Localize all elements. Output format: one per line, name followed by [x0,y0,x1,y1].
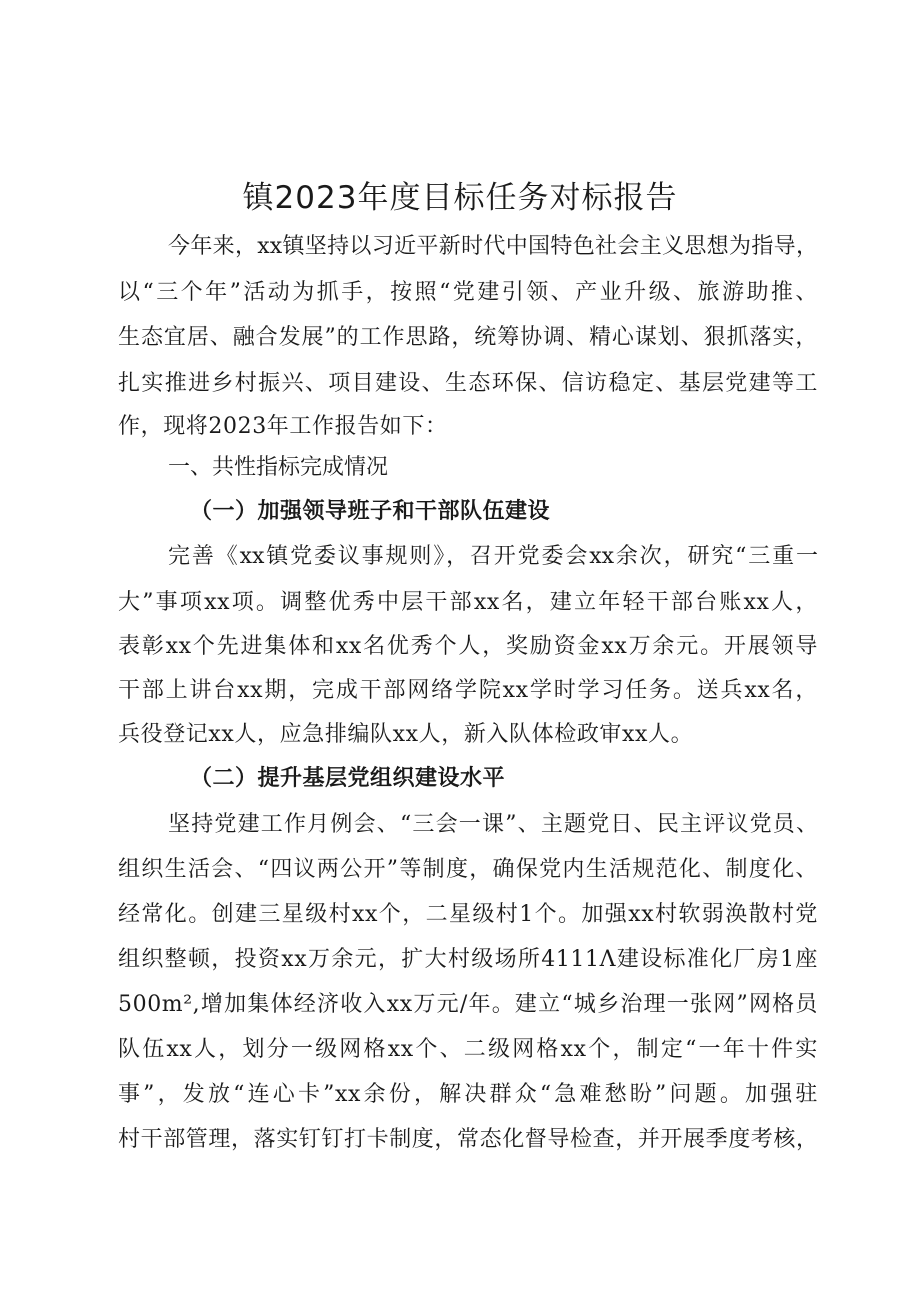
intro-line-5: 作，现将2023年工作报告如下： [118,414,448,439]
sub2-line-7: 事”，发放“连心卡”xx余份，解决群众“急难愁盼”问题。加强驻 [118,1082,818,1107]
sub2-line-8: 村干部管理，落实钉钉打卡制度，常态化督导检查，并开展季度考核， [118,1127,819,1152]
sub2-line-6: 队伍xx人，划分一级网格xx个、二级网格xx个，制定“一年十件实 [118,1037,818,1062]
section-heading: 一、共性指标完成情况 [168,455,389,480]
sub2-line-4: 组织整顿，投资xx万余元，扩大村级场所4111Λ建设标准化厂房1座 [118,947,818,972]
subsection-heading-1: （一）加强领导班子和干部队伍建设 [190,498,551,524]
intro-line-2: 以“三个年”活动为抓手，按照“党建引领、产业升级、旅游助推、 [118,280,818,305]
sub2-line-3: 经常化。创建三星级村xx个，二星级村1个。加强xx村软弱涣散村党 [118,902,818,927]
sub1-line-3: 表彰xx个先进集体和xx名优秀个人，奖励资金xx万余元。开展领导 [118,634,818,659]
subsection-heading-2: （二）提升基层党组织建设水平 [190,765,506,791]
sub1-line-2: 大”事项xx项。调整优秀中层干部xx名，建立年轻干部台账xx人， [118,590,818,615]
sub2-line-1: 坚持党建工作月例会、“三会一课”、主题党日、民主评议党员、 [168,812,818,837]
document-title: 镇2023年度目标任务对标报告 [242,180,678,216]
sub2-line-2: 组织生活会、“四议两公开”等制度，确保党内生活规范化、制度化、 [118,857,818,882]
intro-line-1: 今年来，xx镇坚持以习近平新时代中国特色社会主义思想为指导， [168,234,818,259]
sub2-line-5: 500m²,增加集体经济收入xx万元/年。建立“城乡治理一张网”网格员 [118,992,818,1017]
intro-line-4: 扎实推进乡村振兴、项目建设、生态环保、信访稳定、基层党建等工 [118,371,818,396]
sub1-line-5: 兵役登记xx人，应急排编队xx人，新入队体检政审xx人。 [118,722,694,747]
intro-line-3: 生态宜居、融合发展”的工作思路，统筹协调、精心谋划、狠抓落实， [118,325,818,350]
sub1-line-4: 干部上讲台xx期，完成干部网络学院xx学时学习任务。送兵xx名， [118,678,818,703]
sub1-line-1: 完善《xx镇党委议事规则》，召开党委会xx余次，研究“三重一 [168,544,818,569]
